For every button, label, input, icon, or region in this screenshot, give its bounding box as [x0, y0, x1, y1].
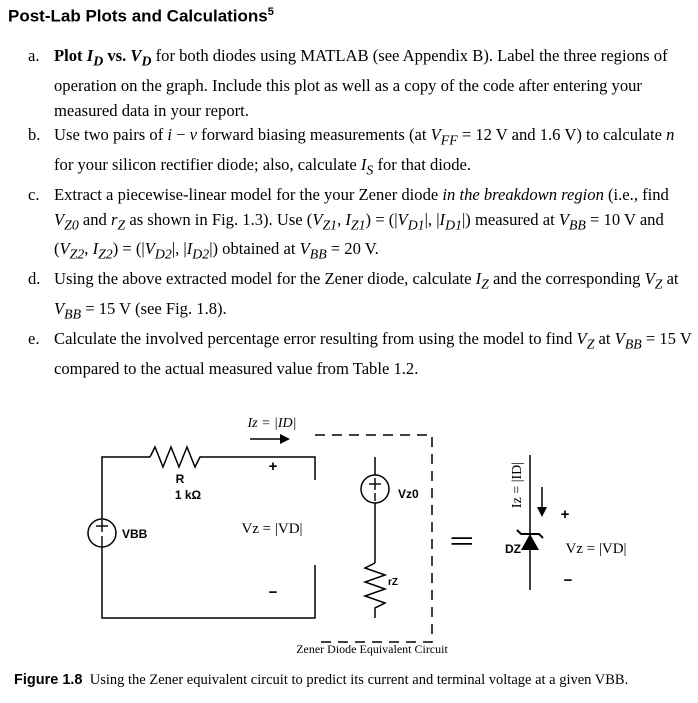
zener-minus-sign: −	[563, 572, 573, 589]
figure-caption: Figure 1.8 Using the Zener equivalent circuit to predict its current and terminal voltage at a given VBB.	[14, 672, 629, 688]
equivalent-box	[315, 435, 432, 642]
question-item: c. Extract a piecewise-linear model for the your Zener diode in the breakdown region (i.e., find $V_{Z0}$ and $r_Z$ as shown in Fig. 1.3). Use ($V_{Z1}$, $I_{Z1}) = (|V_{D1}|$, $|I_{D1}|$) measured at $V_{BB} = 10$ V and ($V_{Z2}$, $I_{Z2}) = (|V_{D2}|$, $|I_{D2}|$) obtained at $V_{BB} = 20$ V.	[28, 184, 669, 262]
vbb-source-icon	[88, 519, 116, 547]
resistor-value: 1 kΩ	[174, 488, 202, 502]
section-heading: Post-Lab Plots and Calculations$^5$	[8, 6, 274, 26]
vz0-source-icon	[361, 457, 389, 563]
current-label: Iz = |ID|	[247, 416, 297, 431]
zener-voltage-label: Vz = |VD|	[565, 541, 627, 557]
resistor-label: R	[175, 472, 185, 486]
rz-resistor-icon	[365, 563, 385, 618]
terminal-voltage-label: Vz = |VD|	[241, 521, 303, 537]
rz-label: rZ	[388, 577, 398, 588]
question-list	[14, 44, 692, 382]
dz-label: DZ	[505, 542, 521, 556]
question-item: a. Plot $I_D$ vs. $V_D$ for both diodes using MATLAB (see Appendix B). Label the three regions of operation on the graph. Include this plot as well as a copy of the code after entering your measured data in your report.	[28, 46, 668, 120]
question-item: d. Using the above extracted model for the Zener diode, calculate $I_Z$ and the corresponding $V_Z$ at $V_{BB} = 15$ V (see Fig. 1.8).	[28, 269, 679, 322]
equivalent-caption: Zener Diode Equivalent Circuit	[296, 642, 448, 656]
zener-plus-sign: +	[560, 506, 570, 523]
vz0-label: Vz0	[398, 487, 419, 501]
question-item: e. Calculate the involved percentage error resulting from using the model to find $V_Z$ at $V_{BB} = 15$ V compared to the actual measured value from Table 1.2.	[28, 329, 692, 379]
zener-current-label: Iz = |ID|	[510, 461, 525, 509]
resistor-icon	[150, 447, 205, 467]
equivalence-sign: ||	[451, 535, 476, 547]
minus-sign: −	[268, 584, 278, 601]
zener-circuit-diagram	[0, 395, 698, 665]
vbb-label: VBB	[122, 527, 148, 541]
question-item: b. Use two pairs of i − v forward biasing measurements (at $V_{FF} = 12$ V and 1.6 V) to calculate n for your silicon rectifier diode; also, calculate $I_S$ for that diode.	[28, 125, 675, 178]
plus-sign: +	[268, 458, 278, 475]
